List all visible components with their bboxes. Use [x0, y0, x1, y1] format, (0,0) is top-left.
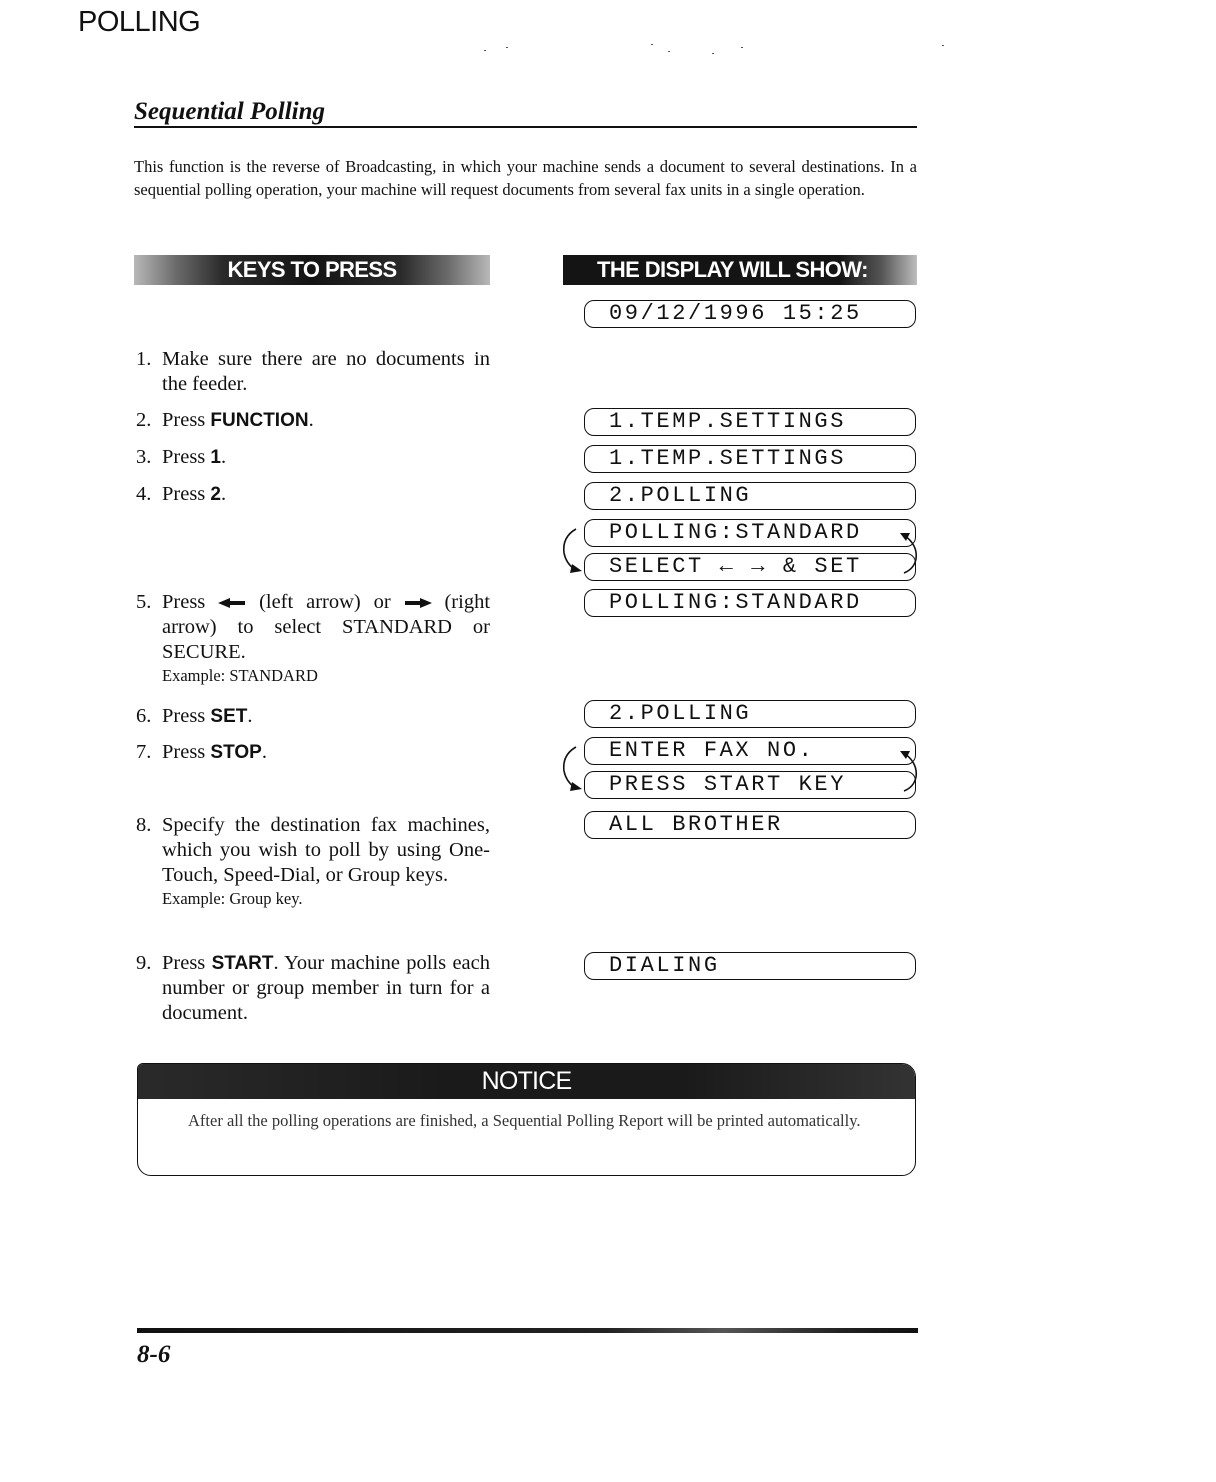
- step-number: 8.: [136, 814, 152, 836]
- key-1-label: 1: [210, 447, 221, 468]
- stop-key-label: STOP: [210, 742, 262, 763]
- step-number: 2.: [136, 409, 152, 431]
- step-punct: .: [221, 446, 227, 468]
- intro-paragraph: This function is the reverse of Broadcasting, in which your machine sends a document to several destinations. In a sequential polling operation, your machine will request documents from several fax units in a single operation.: [134, 157, 917, 199]
- step-punct: .: [261, 741, 267, 763]
- alternating-display-arrow-icon: [896, 745, 924, 795]
- step-number: 5.: [136, 591, 152, 613]
- lcd-display: ENTER FAX NO.: [584, 737, 916, 765]
- step-7: [136, 740, 490, 765]
- page-number: 8-6: [137, 1341, 171, 1368]
- left-arrow-icon: [218, 591, 246, 613]
- lcd-display: 2.POLLING: [584, 482, 916, 510]
- notice-text: After all the polling operations are finished, a Sequential Polling Report will be printed automatically.: [188, 1111, 861, 1130]
- step-number: 6.: [136, 705, 152, 727]
- display-banner-label: THE DISPLAY WILL SHOW:: [597, 257, 868, 282]
- step-9: [136, 951, 490, 1026]
- footer-divider: [137, 1328, 918, 1333]
- lcd-display: POLLING:STANDARD: [584, 589, 916, 617]
- lcd-display: 2.POLLING: [584, 700, 916, 728]
- scan-speck: [741, 47, 743, 48]
- scan-speck: [484, 50, 486, 51]
- set-key-label: SET: [210, 706, 248, 727]
- step-punct: .: [221, 483, 227, 505]
- step-5: [136, 590, 490, 686]
- step-2: [136, 408, 490, 433]
- step-number: 7.: [136, 741, 152, 763]
- lcd-display: SELECT ← → & SET: [584, 553, 916, 581]
- step-text: Specify the destination fax machines, which you wish to poll by using One-Touch, Speed-Dial, or Group keys.: [162, 814, 490, 886]
- alternating-display-arrow-icon: [558, 745, 586, 795]
- step-text: (left arrow) or: [259, 591, 391, 613]
- step-text: . Your machine polls each number or group member in turn for a document.: [162, 952, 490, 1024]
- step-number: 9.: [136, 952, 152, 974]
- step-text: Press: [162, 741, 211, 763]
- section-divider: [134, 126, 917, 128]
- key-2-label: 2: [210, 484, 221, 505]
- step-example: Example: STANDARD: [162, 666, 318, 685]
- step-punct: .: [247, 705, 253, 727]
- section-heading: Sequential Polling: [134, 98, 326, 125]
- notice-box: [137, 1063, 916, 1176]
- right-arrow-icon: [404, 591, 432, 613]
- step-number: 4.: [136, 483, 152, 505]
- step-example: Example: Group key.: [162, 889, 303, 908]
- lcd-display: ALL BROTHER: [584, 811, 916, 839]
- lcd-display: PRESS START KEY: [584, 771, 916, 799]
- scan-speck: [668, 51, 670, 52]
- display-will-show-banner: [563, 255, 917, 285]
- alternating-display-arrow-icon: [896, 527, 924, 577]
- step-8: [136, 813, 490, 909]
- step-text: Press: [162, 446, 211, 468]
- step-punct: .: [308, 409, 314, 431]
- step-number: 1.: [136, 348, 152, 370]
- step-text: Press: [162, 705, 211, 727]
- keys-to-press-banner: KEYS TO PRESS: [134, 255, 490, 285]
- scan-speck: [651, 44, 653, 45]
- alternating-display-arrow-icon: [558, 527, 586, 577]
- step-3: [136, 445, 490, 470]
- step-4: [136, 482, 490, 507]
- scan-speck: [712, 53, 714, 54]
- start-key-label: START: [211, 953, 274, 974]
- step-text: Press: [162, 591, 219, 613]
- lcd-display: POLLING:STANDARD: [584, 519, 916, 547]
- step-text: Press: [162, 483, 211, 505]
- step-text: Make sure there are no documents in the feeder.: [162, 348, 490, 395]
- lcd-display: DIALING: [584, 952, 916, 980]
- function-key-label: FUNCTION: [210, 410, 309, 431]
- scan-speck: [942, 45, 944, 46]
- step-number: 3.: [136, 446, 152, 468]
- chapter-title: POLLING: [78, 6, 201, 38]
- scan-speck: [506, 47, 508, 48]
- step-6: [136, 704, 490, 729]
- step-text: (right arrow) to select STANDARD or SECURE.: [162, 591, 491, 663]
- step-1: [136, 347, 490, 397]
- lcd-display: 1.TEMP.SETTINGS: [584, 408, 916, 436]
- lcd-display-date: 09/12/1996 15:25: [584, 300, 916, 328]
- lcd-display: 1.TEMP.SETTINGS: [584, 445, 916, 473]
- notice-title: NOTICE: [138, 1064, 915, 1099]
- step-text: Press: [162, 409, 211, 431]
- step-text: Press: [162, 952, 212, 974]
